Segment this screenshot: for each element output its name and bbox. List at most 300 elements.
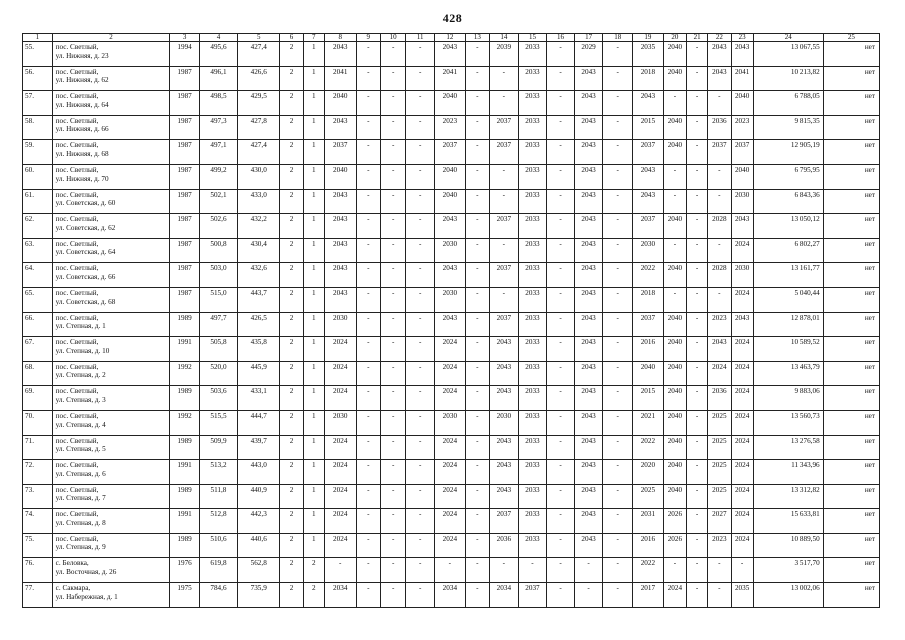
- data-cell: 2037: [708, 140, 731, 165]
- status-cell: нет: [823, 66, 879, 91]
- data-cell: 2: [280, 583, 303, 608]
- data-cell: 496,1: [199, 66, 237, 91]
- data-cell: 1989: [170, 533, 200, 558]
- data-cell: 2036: [708, 115, 731, 140]
- data-cell: 2040: [663, 263, 686, 288]
- data-cell: 2: [280, 263, 303, 288]
- address-settlement: пос. Светлый,: [55, 338, 99, 347]
- data-cell: 2043: [574, 484, 603, 509]
- data-cell: 2: [280, 238, 303, 263]
- data-cell: -: [603, 435, 633, 460]
- data-cell: 435,8: [238, 337, 280, 362]
- data-cell: 1989: [170, 386, 200, 411]
- data-cell: 1: [303, 140, 324, 165]
- data-cell: 2: [280, 189, 303, 214]
- data-cell: -: [406, 263, 435, 288]
- data-cell: 2: [280, 386, 303, 411]
- data-cell: -: [490, 558, 519, 583]
- data-cell: 520,0: [199, 361, 237, 386]
- data-cell: 2023: [731, 115, 753, 140]
- cost-cell: 12 878,01: [753, 312, 823, 337]
- data-cell: 2043: [490, 435, 519, 460]
- status-cell: нет: [823, 435, 879, 460]
- table-row: [23, 460, 880, 485]
- table-row: [23, 533, 880, 558]
- cost-cell: 6 795,95: [753, 164, 823, 189]
- status-cell: нет: [823, 263, 879, 288]
- row-number: 74.: [23, 509, 53, 534]
- data-cell: -: [663, 91, 686, 116]
- data-cell: -: [603, 140, 633, 165]
- data-cell: 2027: [708, 509, 731, 534]
- table-row: [23, 312, 880, 337]
- cost-cell: 6 843,36: [753, 189, 823, 214]
- data-cell: 2033: [518, 66, 547, 91]
- data-cell: 1: [303, 214, 324, 239]
- table-row: [23, 140, 880, 165]
- data-cell: -: [708, 189, 731, 214]
- row-number: 69.: [23, 386, 53, 411]
- data-cell: 2043: [490, 460, 519, 485]
- cost-cell: 6 788,05: [753, 91, 823, 116]
- data-cell: -: [406, 509, 435, 534]
- data-cell: 2033: [518, 460, 547, 485]
- data-cell: -: [603, 337, 633, 362]
- data-cell: 2033: [518, 91, 547, 116]
- data-cell: 1987: [170, 263, 200, 288]
- data-cell: 511,8: [199, 484, 237, 509]
- data-cell: 2041: [324, 66, 356, 91]
- data-cell: -: [547, 583, 575, 608]
- data-cell: -: [547, 115, 575, 140]
- data-cell: -: [356, 66, 380, 91]
- data-cell: 2043: [574, 238, 603, 263]
- column-number-header: 8: [324, 34, 356, 42]
- data-cell: 2: [280, 164, 303, 189]
- data-cell: 1987: [170, 287, 200, 312]
- data-cell: 513,2: [199, 460, 237, 485]
- data-cell: 2033: [518, 410, 547, 435]
- data-cell: 2024: [434, 484, 465, 509]
- data-cell: -: [434, 558, 465, 583]
- data-cell: 427,4: [238, 140, 280, 165]
- data-cell: 2043: [708, 337, 731, 362]
- data-cell: -: [380, 583, 405, 608]
- data-cell: 2030: [434, 410, 465, 435]
- data-cell: -: [687, 361, 708, 386]
- data-cell: 2: [280, 66, 303, 91]
- address-settlement: пос. Светлый,: [55, 67, 99, 76]
- data-cell: -: [406, 115, 435, 140]
- data-cell: 1: [303, 533, 324, 558]
- data-cell: 498,5: [199, 91, 237, 116]
- data-cell: 430,0: [238, 164, 280, 189]
- address-settlement: пос. Светлый,: [55, 387, 99, 396]
- data-cell: 2024: [324, 460, 356, 485]
- data-cell: 2: [303, 558, 324, 583]
- data-cell: 1992: [170, 410, 200, 435]
- data-cell: 2034: [324, 583, 356, 608]
- data-cell: 2033: [518, 287, 547, 312]
- data-cell: -: [603, 533, 633, 558]
- data-cell: 2033: [518, 484, 547, 509]
- status-cell: нет: [823, 410, 879, 435]
- data-cell: -: [547, 66, 575, 91]
- data-cell: 432,2: [238, 214, 280, 239]
- data-cell: -: [406, 410, 435, 435]
- data-cell: -: [687, 238, 708, 263]
- data-cell: 2043: [574, 140, 603, 165]
- data-cell: 502,6: [199, 214, 237, 239]
- data-cell: 2025: [708, 484, 731, 509]
- data-cell: -: [687, 263, 708, 288]
- page-number: 428: [442, 11, 463, 25]
- data-cell: -: [603, 460, 633, 485]
- data-cell: -: [465, 287, 489, 312]
- column-number-header: 24: [753, 34, 823, 42]
- cost-cell: 9 815,35: [753, 115, 823, 140]
- data-cell: -: [603, 386, 633, 411]
- data-cell: -: [465, 164, 489, 189]
- data-cell: 2035: [731, 583, 753, 608]
- data-cell: -: [603, 91, 633, 116]
- data-cell: -: [490, 91, 519, 116]
- data-cell: 2040: [663, 140, 686, 165]
- data-cell: -: [490, 164, 519, 189]
- data-cell: -: [687, 410, 708, 435]
- data-cell: 2043: [434, 263, 465, 288]
- address-street: ул. Степная, д. 9: [55, 543, 106, 552]
- address-cell: [52, 214, 170, 239]
- table-row: [23, 214, 880, 239]
- data-cell: -: [465, 66, 489, 91]
- data-cell: -: [406, 164, 435, 189]
- data-cell: 2030: [324, 312, 356, 337]
- data-cell: -: [356, 115, 380, 140]
- data-cell: 2033: [518, 42, 547, 67]
- status-cell: нет: [823, 558, 879, 583]
- data-cell: 2043: [574, 287, 603, 312]
- cost-cell: 13 161,77: [753, 263, 823, 288]
- data-cell: -: [708, 583, 731, 608]
- status-cell: нет: [823, 287, 879, 312]
- data-cell: 495,6: [199, 42, 237, 67]
- data-cell: -: [603, 214, 633, 239]
- data-cell: 2040: [663, 460, 686, 485]
- data-cell: 1: [303, 509, 324, 534]
- address-cell: [52, 509, 170, 534]
- data-cell: -: [406, 214, 435, 239]
- data-cell: 2: [280, 214, 303, 239]
- cost-cell: 13 050,12: [753, 214, 823, 239]
- data-cell: -: [465, 410, 489, 435]
- data-cell: 440,9: [238, 484, 280, 509]
- data-cell: 1: [303, 66, 324, 91]
- data-cell: 439,7: [238, 435, 280, 460]
- address-cell: [52, 533, 170, 558]
- data-cell: 432,6: [238, 263, 280, 288]
- data-cell: -: [603, 189, 633, 214]
- row-number: 55.: [23, 42, 53, 67]
- address-settlement: пос. Светлый,: [55, 534, 99, 543]
- data-cell: 2040: [663, 435, 686, 460]
- data-cell: 784,6: [199, 583, 237, 608]
- cost-cell: 15 633,81: [753, 509, 823, 534]
- data-cell: 2030: [434, 287, 465, 312]
- address-street: ул. Степная, д. 6: [55, 469, 106, 478]
- data-cell: 2024: [731, 287, 753, 312]
- data-cell: 1: [303, 263, 324, 288]
- data-cell: 427,8: [238, 115, 280, 140]
- data-cell: 1: [303, 460, 324, 485]
- address-settlement: пос. Светлый,: [55, 510, 99, 519]
- data-cell: 2043: [490, 484, 519, 509]
- data-cell: 2043: [324, 42, 356, 67]
- row-number: 61.: [23, 189, 53, 214]
- data-cell: 499,2: [199, 164, 237, 189]
- data-cell: -: [603, 558, 633, 583]
- data-cell: 509,9: [199, 435, 237, 460]
- data-cell: -: [687, 533, 708, 558]
- data-cell: -: [380, 435, 405, 460]
- address-settlement: с. Сакмара,: [55, 584, 91, 593]
- data-cell: -: [465, 312, 489, 337]
- row-number: 71.: [23, 435, 53, 460]
- data-cell: -: [356, 460, 380, 485]
- data-cell: 2037: [324, 140, 356, 165]
- data-cell: 1: [303, 435, 324, 460]
- data-cell: 2043: [324, 214, 356, 239]
- address-street: ул. Степная, д. 8: [55, 518, 106, 527]
- row-number: 56.: [23, 66, 53, 91]
- data-cell: -: [547, 361, 575, 386]
- data-cell: -: [465, 115, 489, 140]
- data-cell: 2037: [490, 263, 519, 288]
- data-cell: 2: [303, 583, 324, 608]
- data-cell: 2015: [633, 115, 664, 140]
- data-cell: 2033: [518, 312, 547, 337]
- data-cell: 1992: [170, 361, 200, 386]
- data-cell: 2024: [708, 361, 731, 386]
- table-row: [23, 66, 880, 91]
- data-cell: 1: [303, 238, 324, 263]
- row-number: 72.: [23, 460, 53, 485]
- data-cell: -: [547, 238, 575, 263]
- data-cell: 500,8: [199, 238, 237, 263]
- data-cell: 2043: [574, 66, 603, 91]
- data-cell: 426,5: [238, 312, 280, 337]
- address-settlement: пос. Светлый,: [55, 141, 99, 150]
- data-cell: 2037: [490, 115, 519, 140]
- data-cell: 2040: [663, 66, 686, 91]
- data-cell: -: [356, 484, 380, 509]
- data-cell: -: [603, 312, 633, 337]
- status-cell: нет: [823, 238, 879, 263]
- data-cell: 2037: [633, 312, 664, 337]
- data-cell: -: [465, 42, 489, 67]
- data-cell: -: [380, 484, 405, 509]
- data-cell: 2043: [574, 164, 603, 189]
- data-cell: 1994: [170, 42, 200, 67]
- address-cell: [52, 140, 170, 165]
- address-cell: [52, 337, 170, 362]
- data-cell: 2026: [663, 509, 686, 534]
- address-settlement: пос. Светлый,: [55, 436, 99, 445]
- data-cell: -: [687, 91, 708, 116]
- data-cell: 429,5: [238, 91, 280, 116]
- data-cell: 2: [280, 361, 303, 386]
- data-cell: -: [465, 484, 489, 509]
- data-cell: 1989: [170, 484, 200, 509]
- data-cell: 497,7: [199, 312, 237, 337]
- data-cell: 2040: [663, 312, 686, 337]
- data-cell: -: [490, 287, 519, 312]
- data-cell: -: [356, 189, 380, 214]
- data-cell: 2: [280, 140, 303, 165]
- data-cell: 2043: [324, 238, 356, 263]
- address-cell: [52, 312, 170, 337]
- data-cell: 2043: [633, 189, 664, 214]
- data-cell: -: [687, 115, 708, 140]
- address-settlement: пос. Светлый,: [55, 461, 99, 470]
- data-cell: -: [356, 263, 380, 288]
- data-cell: 2033: [518, 361, 547, 386]
- data-cell: 2024: [324, 337, 356, 362]
- data-cell: -: [603, 410, 633, 435]
- data-cell: 735,9: [238, 583, 280, 608]
- data-cell: -: [380, 533, 405, 558]
- row-number: 59.: [23, 140, 53, 165]
- address-street: ул. Степная, д. 2: [55, 371, 106, 380]
- address-street: ул. Нижняя, д. 23: [55, 51, 109, 60]
- data-cell: 2037: [434, 140, 465, 165]
- data-cell: 2040: [434, 189, 465, 214]
- data-cell: -: [603, 263, 633, 288]
- data-cell: 502,1: [199, 189, 237, 214]
- data-cell: -: [406, 435, 435, 460]
- data-cell: -: [490, 66, 519, 91]
- data-cell: 2: [280, 558, 303, 583]
- column-number-header: 25: [823, 34, 879, 42]
- data-cell: -: [687, 42, 708, 67]
- data-cell: 2024: [434, 509, 465, 534]
- data-cell: 442,3: [238, 509, 280, 534]
- data-cell: 512,8: [199, 509, 237, 534]
- data-cell: 2016: [633, 337, 664, 362]
- address-cell: [52, 435, 170, 460]
- data-cell: 2023: [708, 533, 731, 558]
- data-cell: 2031: [633, 509, 664, 534]
- data-cell: 2: [280, 509, 303, 534]
- cost-cell: 10 213,82: [753, 66, 823, 91]
- data-cell: 1: [303, 386, 324, 411]
- data-cell: 2043: [574, 386, 603, 411]
- table-row: [23, 484, 880, 509]
- data-cell: -: [708, 558, 731, 583]
- row-number: 57.: [23, 91, 53, 116]
- data-cell: 444,7: [238, 410, 280, 435]
- address-settlement: пос. Светлый,: [55, 92, 99, 101]
- data-cell: 2022: [633, 263, 664, 288]
- data-cell: -: [356, 410, 380, 435]
- data-cell: 510,6: [199, 533, 237, 558]
- data-cell: -: [356, 361, 380, 386]
- table-row: [23, 337, 880, 362]
- status-cell: нет: [823, 460, 879, 485]
- data-cell: 1: [303, 164, 324, 189]
- address-street: ул. Нижняя, д. 70: [55, 174, 109, 183]
- data-cell: -: [380, 410, 405, 435]
- data-cell: 562,8: [238, 558, 280, 583]
- data-cell: 1: [303, 287, 324, 312]
- data-cell: 1: [303, 410, 324, 435]
- cost-cell: 13 312,82: [753, 484, 823, 509]
- data-cell: 2040: [663, 386, 686, 411]
- data-cell: -: [547, 386, 575, 411]
- address-street: ул. Советская, д. 68: [55, 297, 116, 306]
- data-cell: -: [380, 460, 405, 485]
- data-cell: 2043: [490, 386, 519, 411]
- data-cell: 2036: [708, 386, 731, 411]
- data-cell: 1: [303, 361, 324, 386]
- data-cell: 2040: [434, 164, 465, 189]
- data-cell: 2041: [731, 66, 753, 91]
- data-cell: -: [465, 533, 489, 558]
- data-cell: 503,6: [199, 386, 237, 411]
- data-cell: 515,5: [199, 410, 237, 435]
- data-cell: -: [406, 66, 435, 91]
- column-number-header: 14: [490, 34, 519, 42]
- data-cell: 2024: [434, 386, 465, 411]
- data-cell: 2033: [518, 140, 547, 165]
- data-cell: 2043: [324, 287, 356, 312]
- data-cell: 1: [303, 484, 324, 509]
- data-cell: 2043: [490, 337, 519, 362]
- data-cell: -: [708, 287, 731, 312]
- data-cell: 2036: [490, 533, 519, 558]
- cost-cell: 13 067,55: [753, 42, 823, 67]
- table-row: [23, 189, 880, 214]
- data-cell: -: [380, 115, 405, 140]
- data-cell: 2: [280, 287, 303, 312]
- data-cell: -: [465, 361, 489, 386]
- data-cell: -: [547, 460, 575, 485]
- data-cell: -: [356, 583, 380, 608]
- data-cell: 2024: [731, 410, 753, 435]
- data-cell: -: [687, 140, 708, 165]
- data-cell: -: [380, 164, 405, 189]
- data-cell: 497,1: [199, 140, 237, 165]
- address-settlement: пос. Светлый,: [55, 116, 99, 125]
- address-settlement: пос. Светлый,: [55, 43, 99, 51]
- data-cell: 2024: [324, 509, 356, 534]
- data-cell: 2024: [324, 361, 356, 386]
- table-row: [23, 410, 880, 435]
- data-cell: 2043: [731, 214, 753, 239]
- data-cell: 1987: [170, 214, 200, 239]
- column-number-header: 15: [518, 34, 547, 42]
- address-settlement: пос. Светлый,: [55, 165, 99, 174]
- table-row: [23, 42, 880, 67]
- address-cell: [52, 115, 170, 140]
- address-street: ул. Восточная, д. 26: [55, 568, 117, 577]
- data-cell: -: [356, 509, 380, 534]
- column-number-header: 2: [52, 34, 170, 42]
- cost-cell: 10 889,50: [753, 533, 823, 558]
- data-cell: -: [380, 140, 405, 165]
- data-cell: -: [687, 460, 708, 485]
- data-cell: -: [356, 386, 380, 411]
